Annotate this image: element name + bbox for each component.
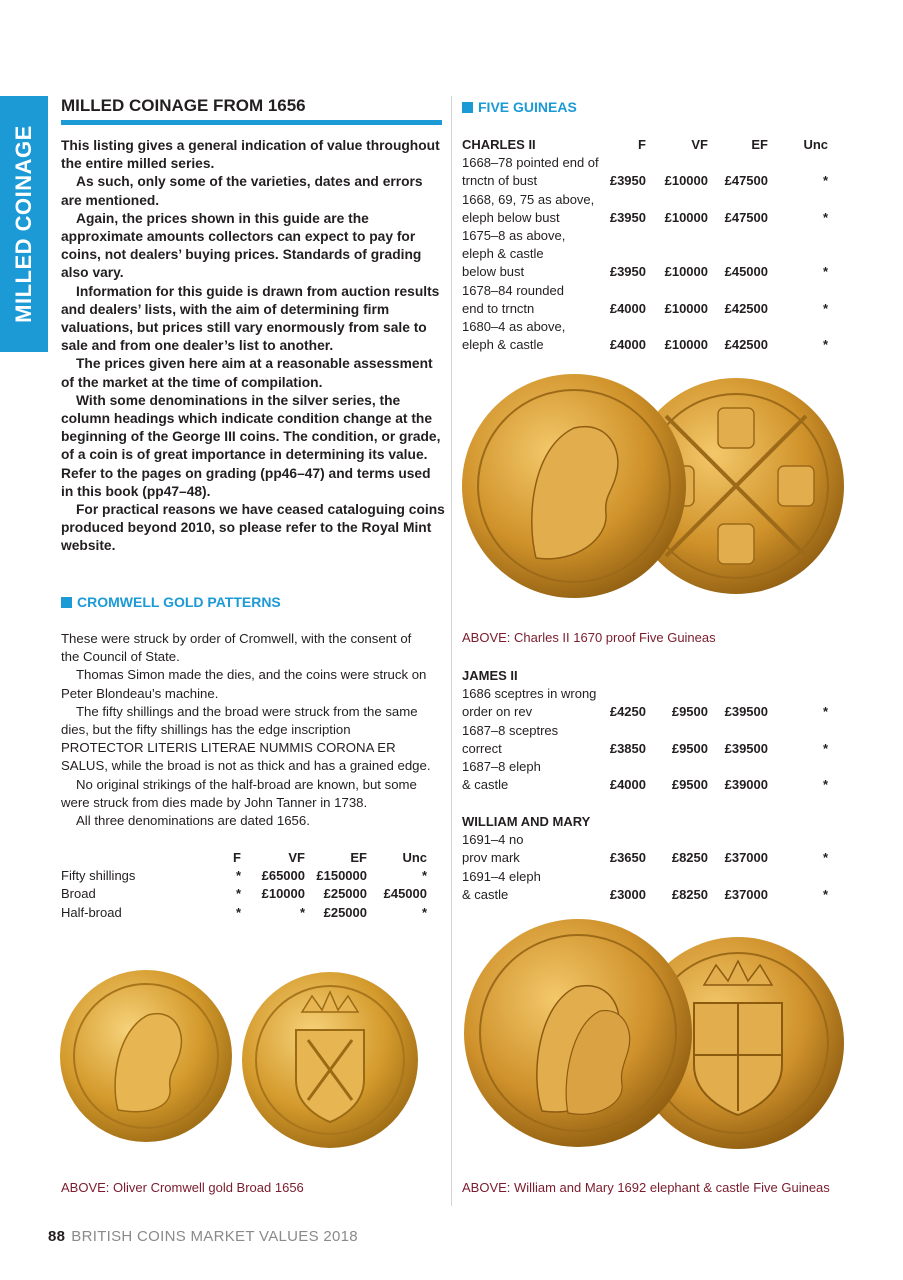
charles-ii-five-guineas-coin-image: [456, 368, 846, 608]
price-f: £3950: [609, 209, 646, 225]
intro-paragraph: This listing gives a general indication of value throughout the entire milled series.: [61, 138, 440, 172]
price-f: £4250: [609, 704, 646, 720]
table-header-row: [61, 849, 427, 867]
table-row: [462, 868, 828, 886]
cromwell-paragraph: These were struck by order of Cromwell, with the consent of the Council of State.: [61, 631, 412, 665]
coin-label: Fifty shillings: [61, 868, 136, 884]
price-vf: £10000: [664, 300, 708, 316]
coin-description: 1668–78 pointed end of: [462, 155, 599, 171]
page-number: 88: [48, 1228, 66, 1245]
price-f: £4000: [609, 337, 646, 353]
column-header-vf: VF: [288, 850, 305, 865]
coin-description: correct: [462, 740, 502, 756]
five-guineas-section-heading: [462, 99, 577, 115]
page-title: MILLED COINAGE FROM 1656: [61, 96, 306, 115]
table-row: [462, 154, 828, 172]
price-vf: £9500: [671, 740, 708, 756]
coin-description: 1680–4 as above,: [462, 319, 566, 335]
price-ef: £25000: [323, 904, 367, 920]
title-rule: [61, 120, 442, 125]
table-row: [462, 263, 828, 281]
table-row: [462, 685, 828, 703]
cromwell-image-caption: ABOVE: Oliver Cromwell gold Broad 1656: [61, 1180, 304, 1195]
table-row: [462, 831, 828, 849]
price-f: £3650: [609, 850, 646, 866]
price-unc: *: [822, 337, 828, 353]
price-vf: £10000: [664, 209, 708, 225]
price-unc: *: [421, 868, 427, 884]
price-vf: *: [299, 904, 305, 920]
price-ef: £45000: [724, 264, 768, 280]
table-row: [462, 849, 828, 867]
price-vf: £9500: [671, 777, 708, 793]
price-f: *: [235, 904, 241, 920]
coin-label: Broad: [61, 886, 96, 902]
side-tab-label: MILLED COINAGE: [11, 125, 36, 323]
price-vf: £10000: [261, 886, 305, 902]
table-row: [462, 758, 828, 776]
price-f: £4000: [609, 300, 646, 316]
column-header-unc: Unc: [803, 137, 828, 152]
cromwell-heading-text: CROMWELL GOLD PATTERNS: [77, 594, 281, 610]
price-ef: £47500: [724, 209, 768, 225]
column-header-f: F: [233, 850, 241, 865]
monarch-name: JAMES II: [462, 668, 518, 683]
price-unc: *: [822, 777, 828, 793]
price-ef: £37000: [724, 886, 768, 902]
table-row: [462, 245, 828, 263]
table-header-row: [462, 813, 828, 831]
price-unc: *: [822, 173, 828, 189]
price-ef: £39500: [724, 740, 768, 756]
coin-description: trnctn of bust: [462, 173, 538, 189]
price-ef: £39000: [724, 777, 768, 793]
table-row: [61, 867, 427, 885]
column-header-f: F: [638, 137, 646, 152]
table-row: [462, 209, 828, 227]
intro-text: [61, 137, 446, 556]
price-f: £3000: [609, 886, 646, 902]
coin-description: eleph & castle: [462, 246, 544, 262]
coin-obverse: [462, 374, 686, 598]
publication-title: BRITISH COINS MARKET VALUES 2018: [71, 1228, 358, 1245]
coin-obverse: [464, 919, 692, 1147]
cromwell-price-table: [61, 849, 427, 922]
table-row: [462, 703, 828, 721]
coin-label: Half-broad: [61, 904, 122, 920]
intro-paragraph: Information for this guide is drawn from auction results and dealers’ lists, with the aim of determining firm valuations, but prices still vary enormously from sale to sale and from one dealer’s list to another.: [61, 283, 440, 354]
table-row: [462, 300, 828, 318]
price-ef: £39500: [724, 704, 768, 720]
price-f: *: [235, 886, 241, 902]
price-vf: £8250: [671, 850, 708, 866]
price-f: £3950: [609, 264, 646, 280]
william-and-mary-five-guineas-coin-image: [458, 915, 848, 1165]
price-f: £4000: [609, 777, 646, 793]
section-marker: [462, 102, 473, 113]
table-row: [462, 776, 828, 794]
price-unc: *: [822, 740, 828, 756]
coin-description: 1691–4 eleph: [462, 868, 541, 884]
table-row: [462, 722, 828, 740]
cromwell-section-heading: [61, 594, 281, 610]
coin-description: order on rev: [462, 704, 533, 720]
james-ii-price-table: [462, 667, 828, 794]
price-ef: £25000: [323, 886, 367, 902]
price-ef: £42500: [724, 337, 768, 353]
coin-description: eleph below bust: [462, 209, 560, 225]
price-vf: £9500: [671, 704, 708, 720]
price-unc: £45000: [383, 886, 427, 902]
william-and-mary-image-caption: ABOVE: William and Mary 1692 elephant & castle Five Guineas: [462, 1180, 830, 1195]
cromwell-text: [61, 630, 433, 830]
charles-ii-image-caption: ABOVE: Charles II 1670 proof Five Guineas: [462, 630, 716, 645]
table-row: [61, 904, 427, 922]
price-ef: £150000: [316, 868, 367, 884]
cromwell-paragraph: No original strikings of the half-broad are known, but some were struck from dies made by John Tanner in 1738.: [61, 776, 417, 810]
price-unc: *: [822, 886, 828, 902]
coin-description: & castle: [462, 777, 509, 793]
coin-description: 1687–8 eleph: [462, 759, 541, 775]
price-f: £3850: [609, 740, 646, 756]
section-marker: [61, 597, 72, 608]
table-row: [462, 227, 828, 245]
coin-description: 1686 sceptres in wrong: [462, 686, 597, 702]
table-row: [462, 282, 828, 300]
price-f: £3950: [609, 173, 646, 189]
price-vf: £65000: [261, 868, 305, 884]
column-header-vf: VF: [691, 137, 708, 152]
column-header-ef: EF: [350, 850, 367, 865]
coin-description: 1678–84 rounded: [462, 282, 564, 298]
coin-description: 1668, 69, 75 as above,: [462, 191, 595, 207]
table-header-row: [462, 136, 828, 154]
coin-description: 1687–8 sceptres: [462, 722, 559, 738]
monarch-name: WILLIAM AND MARY: [462, 814, 591, 829]
price-vf: £10000: [664, 337, 708, 353]
table-row: [462, 318, 828, 336]
five-guineas-heading-text: FIVE GUINEAS: [478, 99, 577, 115]
column-divider: [451, 96, 452, 1206]
intro-paragraph: As such, only some of the varieties, dates and errors are mentioned.: [61, 174, 423, 208]
price-unc: *: [822, 704, 828, 720]
table-row: [462, 172, 828, 190]
price-ef: £42500: [724, 300, 768, 316]
column-header-unc: Unc: [402, 850, 427, 865]
coin-obverse: [60, 970, 232, 1142]
table-row: [61, 885, 427, 903]
table-header-row: [462, 667, 828, 685]
price-ef: £37000: [724, 850, 768, 866]
coin-description: eleph & castle: [462, 337, 544, 353]
price-unc: *: [822, 209, 828, 225]
table-row: [462, 740, 828, 758]
intro-paragraph: The prices given here aim at a reasonable assessment of the market at the time of compilation.: [61, 356, 433, 390]
cromwell-paragraph: The fifty shillings and the broad were struck from the same dies, but the fifty shillings has the edge inscription PROTECTOR LITERIS LITERAE NUMMIS CORONA ER SALUS, while the broad is not as thick and has a grained edge.: [61, 703, 431, 774]
price-vf: £10000: [664, 264, 708, 280]
price-vf: £10000: [664, 173, 708, 189]
cromwell-paragraph: All three denominations are dated 1656.: [76, 813, 310, 829]
page-footer: [48, 1228, 358, 1245]
william-and-mary-price-table: [462, 813, 828, 904]
price-f: *: [235, 868, 241, 884]
table-row: [462, 886, 828, 904]
price-unc: *: [822, 264, 828, 280]
column-header-ef: EF: [751, 137, 768, 152]
coin-description: 1675–8 as above,: [462, 228, 566, 244]
price-vf: £8250: [671, 886, 708, 902]
section-side-tab: [0, 96, 48, 352]
table-row: [462, 336, 828, 354]
cromwell-paragraph: Thomas Simon made the dies, and the coins were struck on Peter Blondeau’s machine.: [61, 667, 427, 701]
coin-reverse: [242, 972, 418, 1148]
charles-ii-price-table: [462, 136, 828, 354]
intro-paragraph: For practical reasons we have ceased cataloguing coins produced beyond 2010, so please refer to the Royal Mint website.: [61, 502, 445, 554]
coin-description: end to trnctn: [462, 300, 535, 316]
coin-description: & castle: [462, 886, 509, 902]
cromwell-broad-coin-image: [58, 960, 438, 1160]
intro-paragraph: With some denominations in the silver series, the column headings which indicate condition change at the beginning of the George III coins. The condition, or grade, of a coin is of great importance in determining its value. Refer to the pages on grading (pp46–47) and terms used in this book (pp47–48).: [61, 392, 441, 499]
price-ef: £47500: [724, 173, 768, 189]
intro-paragraph: Again, the prices shown in this guide are the approximate amounts collectors can expect to pay for coins, not dealers’ buying prices. Standards of grading also vary.: [61, 210, 422, 281]
coin-description: 1691–4 no: [462, 832, 524, 848]
price-unc: *: [822, 300, 828, 316]
table-row: [462, 191, 828, 209]
coin-description: prov mark: [462, 850, 520, 866]
monarch-name: CHARLES II: [462, 137, 536, 152]
price-unc: *: [822, 850, 828, 866]
price-unc: *: [421, 904, 427, 920]
coin-description: below bust: [462, 264, 525, 280]
